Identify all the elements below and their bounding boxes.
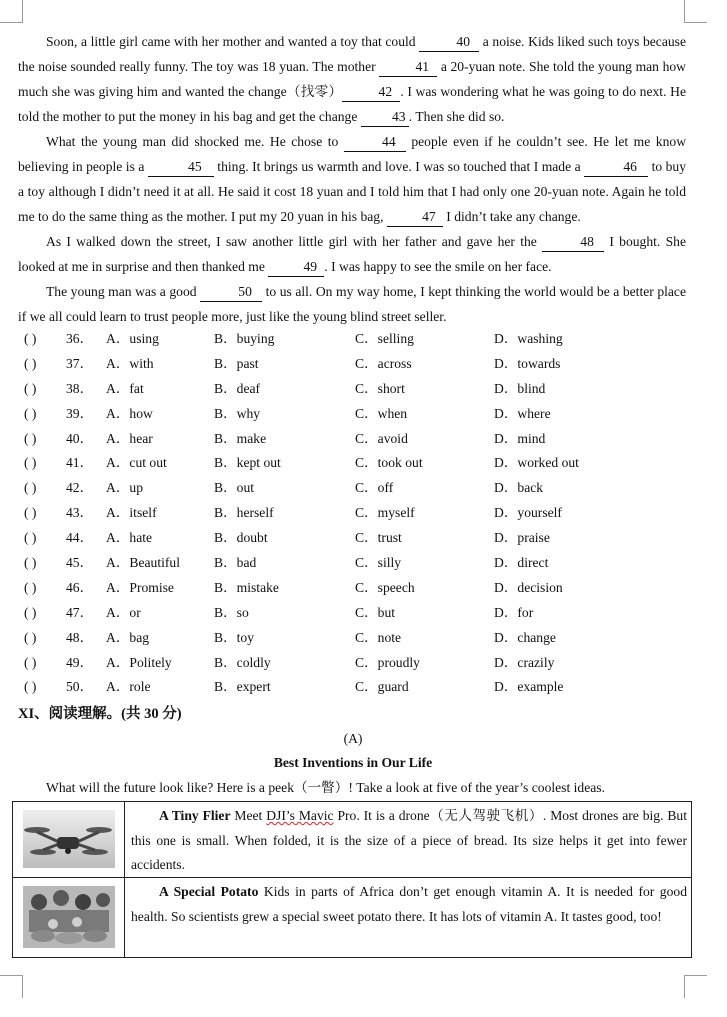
- option-c[interactable]: C．silly: [355, 555, 402, 571]
- option-b[interactable]: B．buying: [214, 331, 275, 346]
- question-row: [20, 501, 690, 526]
- blank-45: 45: [148, 158, 214, 177]
- option-d[interactable]: D．washing: [494, 331, 563, 346]
- question-row: [20, 327, 690, 352]
- answer-bracket[interactable]: ( ): [24, 405, 37, 421]
- option-a[interactable]: A．hate: [106, 530, 153, 546]
- blank-46: 46: [584, 158, 648, 177]
- answer-bracket[interactable]: ( ): [24, 604, 37, 620]
- sweet-potato-photo: [13, 878, 125, 957]
- question-number: 36．: [66, 331, 94, 346]
- crop-mark-bottom-right: [684, 975, 707, 998]
- option-a[interactable]: A．cut out: [106, 455, 167, 471]
- option-c[interactable]: C．took out: [355, 455, 423, 471]
- option-a[interactable]: A．hear: [106, 430, 153, 446]
- question-row: [20, 377, 690, 402]
- question-number: 50．: [66, 679, 94, 695]
- question-number: 46．: [66, 579, 94, 595]
- option-b[interactable]: B．out: [214, 480, 255, 496]
- invention-title: A Special Potato: [159, 884, 259, 899]
- answer-bracket[interactable]: ( ): [24, 555, 37, 571]
- option-a[interactable]: A．or: [106, 604, 141, 620]
- answer-bracket[interactable]: ( ): [24, 530, 37, 546]
- question-number: 41．: [66, 455, 94, 471]
- option-a[interactable]: A．Beautiful: [106, 555, 180, 571]
- option-b[interactable]: B．why: [214, 405, 261, 421]
- option-c[interactable]: C．guard: [355, 679, 409, 695]
- option-a[interactable]: A．up: [106, 480, 144, 496]
- question-number: 48．: [66, 629, 94, 645]
- crop-mark-bottom-left: [0, 975, 23, 998]
- inventions-table: [12, 801, 692, 958]
- question-number: 44．: [66, 530, 94, 546]
- answer-bracket[interactable]: ( ): [24, 455, 37, 471]
- passage-paragraph-2: What the young man did shocked me. He chose to 44 people even if he couldn’t see. He let me know believing in people is a 45 thing. It brings us warmth and love. I was so touched that I made a 46 to buy a toy although I didn’t need it at all. He said it cost 18 yuan and I told him that I had only one 20-yuan note. Again he told me to do the same thing as the mother. I put my 20 yuan in his bag, 47 I didn’t take any change.: [18, 129, 686, 229]
- option-c[interactable]: C．off: [355, 480, 394, 496]
- passage-paragraph-1: Soon, a little girl came with her mother and wanted a toy that could 40 a noise. Kids liked such toys because the noise sounded really funny. The toy was 18 yuan. The mother 41 a 20-yuan note. She told the young man how much she was giving him and wanted the change（找零） 42 . I was wondering what he was going to do next. He told the mother to put the money in his bag and get the change 43 . Then she did so.: [18, 29, 686, 129]
- cloze-passage: [18, 29, 686, 329]
- option-c[interactable]: C．when: [355, 405, 408, 421]
- question-row: [20, 576, 690, 601]
- option-b[interactable]: B．make: [214, 430, 267, 446]
- question-row: [20, 451, 690, 476]
- answer-bracket[interactable]: ( ): [24, 480, 37, 496]
- option-c[interactable]: C．note: [355, 629, 402, 645]
- option-d[interactable]: D．worked out: [494, 455, 579, 471]
- invention-description: A Tiny Flier Meet DJI’s Mavic Pro. It is a drone（无人驾驶飞机）. Most drones are big. But this one is small. When folded, it is the size of a piece of bread. Its size helps it get into fewer accidents.: [131, 808, 688, 872]
- option-c[interactable]: C．speech: [355, 579, 415, 595]
- blank-44: 44: [344, 133, 406, 152]
- blank-42: 42: [342, 83, 400, 102]
- option-b[interactable]: B．coldly: [214, 654, 271, 670]
- question-row: [20, 675, 690, 700]
- question-number: 47．: [66, 604, 94, 620]
- option-a[interactable]: A．Promise: [106, 579, 174, 595]
- section-title: XI、阅读理解。(共 30 分): [18, 706, 182, 722]
- article-title: Best Inventions in Our Life: [273, 755, 433, 770]
- option-c[interactable]: C．myself: [355, 505, 415, 521]
- option-c[interactable]: C．selling: [355, 331, 414, 346]
- option-c[interactable]: C．short: [355, 380, 405, 396]
- answer-bracket[interactable]: ( ): [24, 505, 37, 521]
- option-d[interactable]: D．example: [494, 679, 564, 695]
- question-row: [20, 402, 690, 427]
- option-c[interactable]: C．across: [355, 355, 412, 371]
- option-d[interactable]: D．back: [494, 480, 544, 496]
- option-b[interactable]: B．deaf: [214, 380, 261, 396]
- drone-photo: [13, 802, 125, 877]
- option-b[interactable]: B．toy: [214, 629, 255, 645]
- option-b[interactable]: B．kept out: [214, 455, 281, 471]
- answer-bracket[interactable]: ( ): [24, 355, 37, 371]
- option-a[interactable]: A．using: [106, 331, 159, 346]
- question-row: [20, 626, 690, 651]
- option-a[interactable]: A．role: [106, 679, 151, 695]
- question-number: 42．: [66, 480, 94, 496]
- answer-bracket[interactable]: ( ): [24, 331, 37, 346]
- crop-mark-top-left: [0, 0, 23, 23]
- answer-bracket[interactable]: ( ): [24, 430, 37, 446]
- multiple-choice-options: [20, 327, 690, 700]
- invention-row: [13, 802, 691, 878]
- option-d[interactable]: D．praise: [494, 530, 550, 546]
- option-b[interactable]: B．so: [214, 604, 249, 620]
- invention-row: [13, 878, 691, 957]
- answer-bracket[interactable]: ( ): [24, 654, 37, 670]
- question-number: 39．: [66, 405, 94, 421]
- option-b[interactable]: B．herself: [214, 505, 274, 521]
- option-a[interactable]: A．fat: [106, 380, 144, 396]
- option-b[interactable]: B．bad: [214, 555, 257, 571]
- option-a[interactable]: A．bag: [106, 629, 150, 645]
- question-row: [20, 352, 690, 377]
- question-number: 45．: [66, 555, 94, 571]
- question-number: 37．: [66, 355, 94, 371]
- option-d[interactable]: D．for: [494, 604, 534, 620]
- blank-41: 41: [379, 58, 437, 77]
- question-row: [20, 526, 690, 551]
- option-a[interactable]: A．with: [106, 355, 154, 371]
- blank-49: 49: [268, 258, 324, 277]
- option-b[interactable]: B．doubt: [214, 530, 268, 546]
- blank-47: 47: [387, 208, 443, 227]
- answer-bracket[interactable]: ( ): [24, 579, 37, 595]
- question-row: [20, 476, 690, 501]
- question-row: [20, 651, 690, 676]
- option-c[interactable]: C．but: [355, 604, 396, 620]
- option-d[interactable]: D．yourself: [494, 505, 562, 521]
- question-row: [20, 551, 690, 576]
- part-label: (A): [343, 731, 363, 746]
- article-intro: What will the future look like? Here is a peek（一瞥）! Take a look at five of the year’s coolest ideas.: [46, 780, 605, 795]
- option-b[interactable]: B．expert: [214, 679, 271, 695]
- question-number: 49．: [66, 654, 94, 670]
- passage-paragraph-3: As I walked down the street, I saw another little girl with her father and gave her the 48 I bought. She looked at me in surprise and then thanked me 49 . I was happy to see the smile on her face.: [18, 229, 686, 279]
- option-d[interactable]: D．crazily: [494, 654, 555, 670]
- option-a[interactable]: A．how: [106, 405, 153, 421]
- answer-bracket[interactable]: ( ): [24, 679, 37, 695]
- answer-bracket[interactable]: ( ): [24, 380, 37, 396]
- option-a[interactable]: A．Politely: [106, 654, 172, 670]
- option-d[interactable]: D．direct: [494, 555, 549, 571]
- option-b[interactable]: B．mistake: [214, 579, 279, 595]
- option-d[interactable]: D．mind: [494, 430, 546, 446]
- invention-description: A Special Potato Kids in parts of Africa don’t get enough vitamin A. It is needed for good health. So scientists grew a special sweet potato there. It has lots of vitamin A. It tastes good, too!: [131, 884, 687, 924]
- blank-40: 40: [419, 33, 479, 52]
- option-d[interactable]: D．change: [494, 629, 556, 645]
- blank-48: 48: [542, 233, 604, 252]
- option-c[interactable]: C．trust: [355, 530, 402, 546]
- option-d[interactable]: D．where: [494, 405, 551, 421]
- blank-50: 50: [200, 283, 262, 302]
- answer-bracket[interactable]: ( ): [24, 629, 37, 645]
- option-d[interactable]: D．decision: [494, 579, 563, 595]
- question-number: 43．: [66, 505, 94, 521]
- invention-title: A Tiny Flier: [159, 808, 231, 823]
- option-c[interactable]: C．avoid: [355, 430, 408, 446]
- question-row: [20, 601, 690, 626]
- option-d[interactable]: D．blind: [494, 380, 546, 396]
- question-number: 40．: [66, 430, 94, 446]
- passage-paragraph-4: The young man was a good 50 to us all. On my way home, I kept thinking the world would be a better place if we all could learn to trust people more, just like the young blind street seller.: [18, 284, 687, 324]
- crop-mark-top-right: [684, 0, 707, 23]
- option-c[interactable]: C．proudly: [355, 654, 420, 670]
- blank-43: 43: [361, 108, 409, 127]
- question-row: [20, 427, 690, 452]
- question-number: 38．: [66, 380, 94, 396]
- option-d[interactable]: D．towards: [494, 355, 561, 371]
- option-a[interactable]: A．itself: [106, 505, 157, 521]
- option-b[interactable]: B．past: [214, 355, 259, 371]
